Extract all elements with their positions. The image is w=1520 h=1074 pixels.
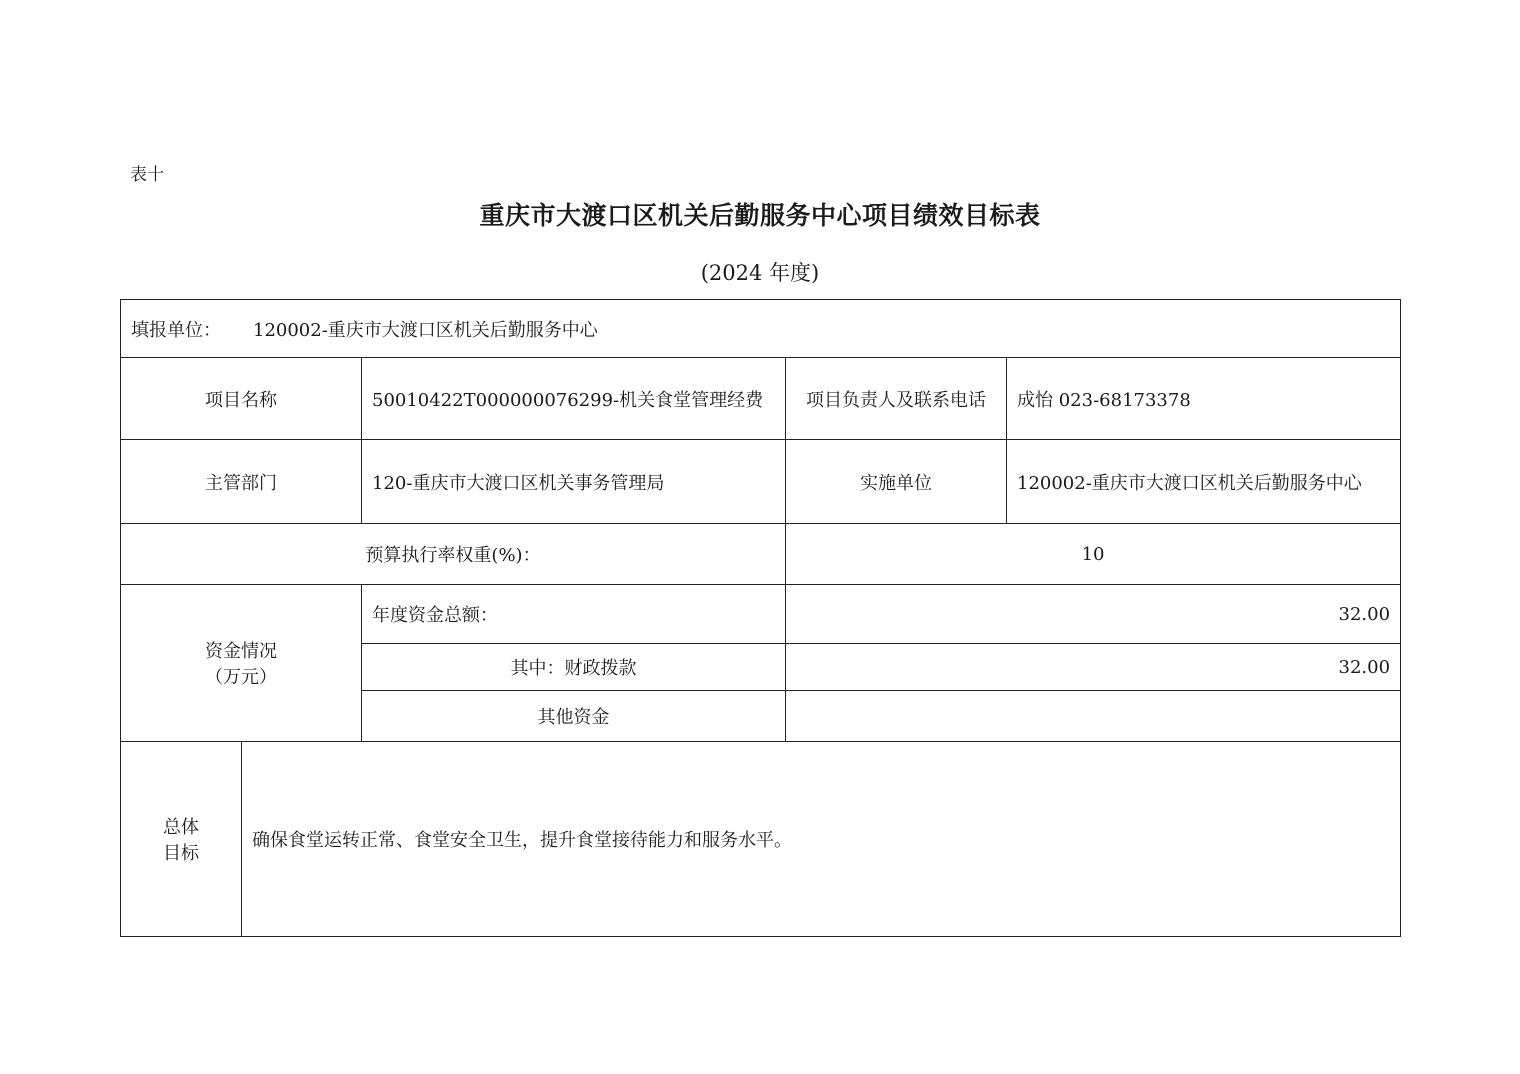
other-funds-value <box>786 691 1401 742</box>
reporting-unit-label: 填报单位： <box>131 319 221 341</box>
funds-label-cell <box>121 585 362 742</box>
page-title: 重庆市大渡口区机关后勤服务中心项目绩效目标表 <box>479 201 1041 230</box>
budget-weight-label: 预算执行率权重(%)： <box>121 524 786 585</box>
dept-value: 120-重庆市大渡口区机关事务管理局 <box>362 440 786 524</box>
annual-total-label: 年度资金总额： <box>362 585 786 644</box>
table-row <box>121 300 1401 358</box>
project-name-label: 项目名称 <box>121 358 362 440</box>
fiscal-value: 32.00 <box>786 644 1401 691</box>
funds-label: 资金情况 <box>205 641 277 662</box>
table-row <box>121 440 1401 524</box>
contact-label: 项目负责人及联系电话 <box>786 358 1007 440</box>
project-name-value: 50010422T000000076299-机关食堂管理经费 <box>362 358 786 440</box>
overall-goal-label-cell <box>121 742 242 937</box>
overall-goal-label: 总体 <box>163 817 199 838</box>
overall-goal-value: 确保食堂运转正常、食堂安全卫生，提升食堂接待能力和服务水平。 <box>242 742 1401 937</box>
table-row <box>121 742 1401 937</box>
annual-total-value: 32.00 <box>786 585 1401 644</box>
table-row <box>121 524 1401 585</box>
funds-unit-label: （万元） <box>205 667 277 688</box>
table-row <box>121 585 1401 644</box>
table-row <box>121 358 1401 440</box>
fiscal-label: 其中：财政拨款 <box>362 644 786 691</box>
performance-goal-table <box>120 299 1401 937</box>
impl-unit-value: 120002-重庆市大渡口区机关后勤服务中心 <box>1007 440 1401 524</box>
dept-label: 主管部门 <box>121 440 362 524</box>
table-number: 表十 <box>130 165 164 185</box>
page-subtitle-year: (2024 年度) <box>700 261 820 285</box>
other-funds-label: 其他资金 <box>362 691 786 742</box>
impl-unit-label: 实施单位 <box>786 440 1007 524</box>
reporting-unit-cell <box>121 300 1401 358</box>
contact-value: 成怡 023-68173378 <box>1007 358 1401 440</box>
reporting-unit-value: 120002-重庆市大渡口区机关后勤服务中心 <box>253 319 598 341</box>
overall-goal-label-2: 目标 <box>163 843 199 864</box>
budget-weight-value: 10 <box>786 524 1401 585</box>
